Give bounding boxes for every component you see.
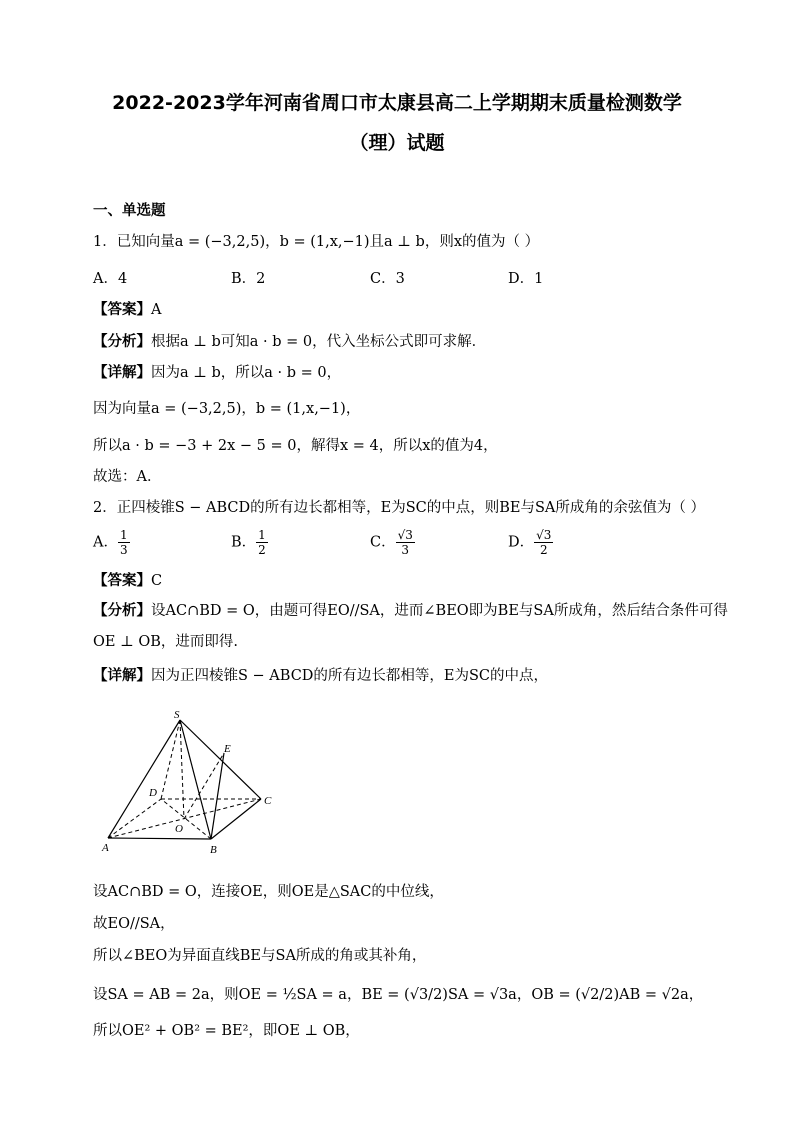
q1-analysis: 根据a ⊥ b可知a · b = 0，代入坐标公式即可求解． <box>151 334 487 350</box>
label-d: D <box>149 787 157 799</box>
q1-option-d: D．1 <box>508 271 544 287</box>
q1-detail-3: 所以a · b = −3 + 2x − 5 = 0，解得x = 4，所以x的值为4， <box>93 438 498 454</box>
q2-after-2: 故EO//SA， <box>93 916 175 932</box>
q2-option-a-fraction <box>118 528 130 557</box>
q1-analysis-line <box>93 332 486 352</box>
q2-analysis-2: OE ⊥ OB，进而即得. <box>93 634 238 650</box>
edge-ab <box>108 838 211 839</box>
q2-after-4: 设SA = AB = 2a，则OE = ½SA = a，BE = (√3/2)SA = √3a，OB = (√2/2)AB = √2a， <box>93 987 704 1003</box>
edge-sb <box>180 720 211 839</box>
edge-sc <box>180 720 261 799</box>
document-title-line1: 2022-2023学年河南省周口市太康县高二上学期期末质量检测数学 <box>112 92 682 114</box>
q1-stem: 1．已知向量a = (−3,2,5)，b = (1,x,−1)且a ⊥ b，则x的值为（ ） <box>93 234 540 250</box>
q2-stem: 2．正四棱锥S − ABCD的所有边长都相等，E为SC的中点，则BE与SA所成角的余弦值为（ ） <box>93 500 706 516</box>
q2-option-c-label: C． <box>370 534 396 551</box>
pyramid-figure <box>98 708 298 858</box>
q2-option-a-den: 3 <box>119 543 128 557</box>
q2-option-b-den: 2 <box>258 543 266 557</box>
q2-detail: 因为正四棱锥S − ABCD的所有边长都相等，E为SC的中点， <box>151 668 549 684</box>
label-b: B <box>210 844 217 856</box>
q2-after-3: 所以∠BEO为异面直线BE与SA所成的角或其补角， <box>93 948 427 964</box>
q2-after-5: 所以OE² + OB² = BE²，即OE ⊥ OB， <box>93 1023 360 1039</box>
q2-detail-line <box>93 666 548 686</box>
q2-option-d <box>508 528 553 557</box>
edge-bc <box>211 799 261 839</box>
q2-option-c-fraction <box>396 528 415 557</box>
q2-detail-tag: 【详解】 <box>93 668 151 684</box>
q2-option-d-fraction <box>534 528 553 557</box>
q2-option-b-num: 1 <box>258 528 266 542</box>
q2-option-c <box>370 528 415 557</box>
edge-ad <box>108 799 161 838</box>
q2-analysis-1: 设AC∩BD = O，由题可得EO//SA，进而∠BEO即为BE与SA所成角，然后结合条件可得 <box>151 603 728 619</box>
q1-detail-2: 因为向量a = (−3,2,5)，b = (1,x,−1)， <box>93 401 361 417</box>
q2-option-c-den: 3 <box>401 543 410 557</box>
q2-option-b-fraction <box>256 528 268 557</box>
q2-option-c-num: √3 <box>397 528 413 542</box>
document-title-line2: （理）试题 <box>349 132 445 154</box>
q1-option-a: A．4 <box>93 271 128 287</box>
label-a: A <box>102 842 109 854</box>
q1-option-b: B．2 <box>231 271 266 287</box>
edge-sd <box>161 720 180 799</box>
section-heading: 一、单选题 <box>93 203 166 219</box>
q2-option-a-num: 1 <box>119 528 128 542</box>
q2-analysis-line <box>93 601 728 621</box>
q2-option-d-num: √3 <box>536 528 552 542</box>
q1-detail-line <box>93 363 341 383</box>
q2-option-d-label: D． <box>508 534 535 551</box>
segment-oe <box>184 753 224 819</box>
q2-option-a-label: A． <box>93 534 118 551</box>
edge-sa <box>108 720 180 838</box>
q1-detail-tag: 【详解】 <box>93 365 151 381</box>
q1-detail-4: 故选：A． <box>93 469 162 485</box>
q2-after-1: 设AC∩BD = O，连接OE，则OE是△SAC的中位线， <box>93 884 444 900</box>
q1-option-c: C．3 <box>370 271 405 287</box>
q2-option-d-den: 2 <box>539 543 548 557</box>
q1-analysis-tag: 【分析】 <box>93 334 151 350</box>
q2-answer-line <box>93 571 162 591</box>
label-s: S <box>174 709 180 721</box>
q1-answer: A <box>151 302 162 318</box>
q1-detail: 因为a ⊥ b，所以a · b = 0， <box>151 365 342 381</box>
q2-option-a <box>93 528 130 557</box>
q2-option-b-label: B． <box>231 534 257 551</box>
diagonal-bd <box>161 799 211 839</box>
q2-option-b <box>231 528 268 557</box>
q2-answer: C <box>151 573 163 589</box>
q2-analysis-tag: 【分析】 <box>93 603 151 619</box>
q1-answer-line <box>93 300 161 320</box>
q2-answer-tag: 【答案】 <box>93 573 151 589</box>
label-e: E <box>224 743 231 755</box>
label-c: C <box>264 795 272 807</box>
label-o: O <box>175 823 183 835</box>
q1-answer-tag: 【答案】 <box>93 302 151 318</box>
segment-be <box>211 753 224 839</box>
